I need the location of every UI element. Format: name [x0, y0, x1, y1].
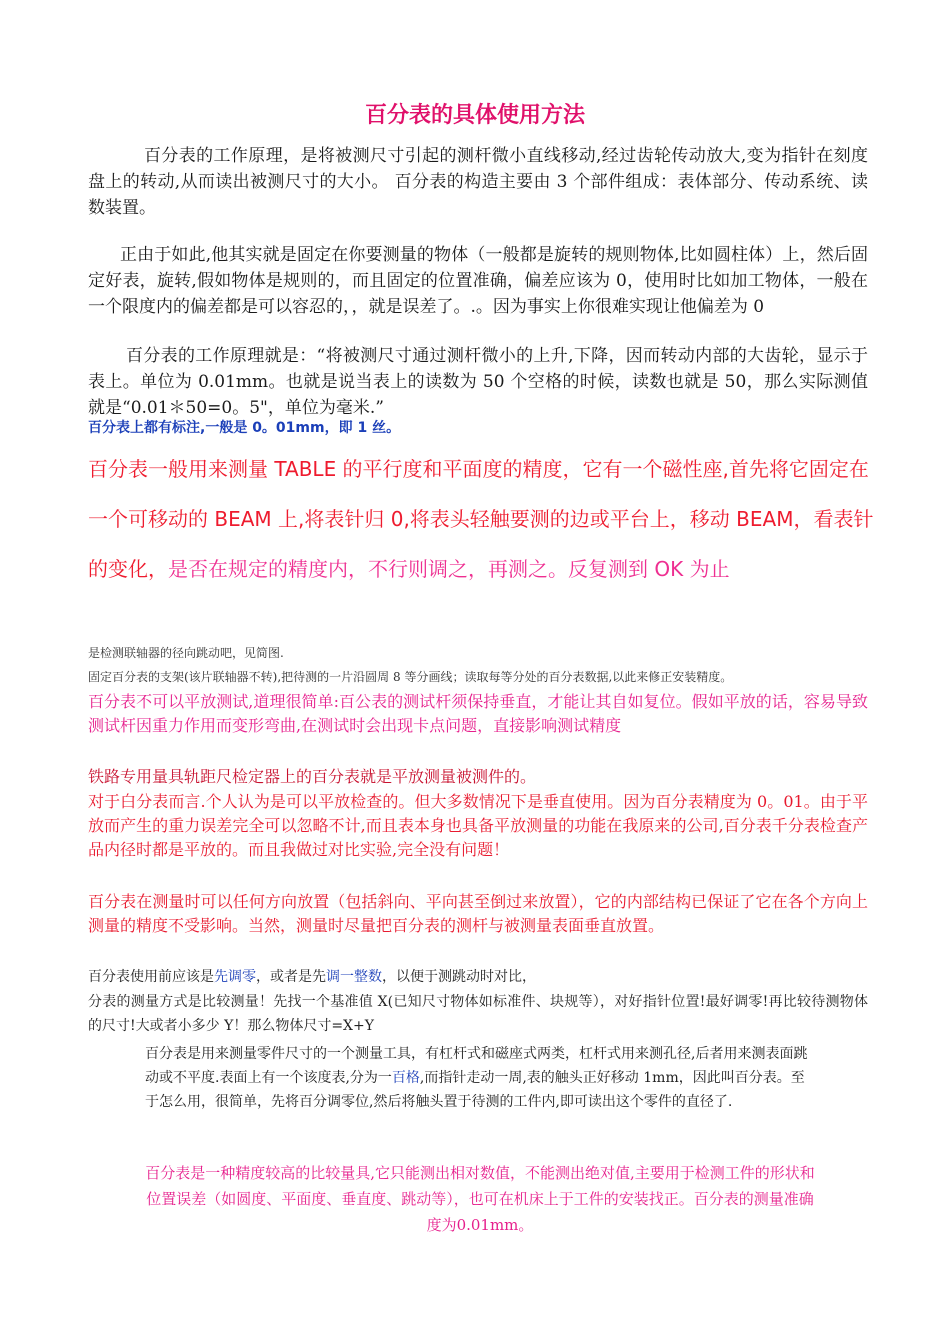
text-zeroing-link-1: 先调零 [214, 969, 256, 985]
paragraph-zeroing [88, 965, 868, 989]
text-zeroing-link-2: 调一整数 [326, 969, 382, 985]
paragraph-flat-ok: 对于白分表而言.个人认为是可以平放检查的。但大多数情况下是垂直使用。因为百分表精度为 0。01。由于平放而产生的重力误差完全可以忽略不计,而且表本身也具备平放测量的功能在我原来的公司,百分表千分表检查产品内径时都是平放的。而且我做过对比实验,完全没有问题！ [88, 792, 868, 859]
page-title: 百分表的具体使用方法 [364, 103, 585, 128]
paragraph-comparison: 分表的测量方式是比较测量！先找一个基准值 X(已知尺寸物体如标准件、块规等），对好指针位置!最好调零!再比较待测物体的尺寸!大或者小多少 Y！那么物体尺寸=X+Y [88, 994, 868, 1034]
paragraph-railway: 铁路专用量具轨距尺检定器上的百分表就是平放测量被测件的。 [88, 767, 537, 786]
text-tool-c: ,而指针走动一周,表的触头正好移动 1mm，因此叫百分表。至于怎么用，很简单，先将百分调零位,然后将触头置于待测的工件内,即可读出这个零件的直径了. [145, 1070, 805, 1110]
paragraph-summary: 百分表是一种精度较高的比较量具,它只能测出相对数值，不能测出绝对值,主要用于检测工件的形状和位置误差（如圆度、平面度、垂直度、跳动等），也可在机床上于工件的安装找正。百分表的测量准确度为0.01mm。 [145, 1164, 815, 1234]
text-zeroing-e: ，以便于测跳动时对比， [382, 969, 536, 985]
text-zeroing-c: ，或者是先 [256, 969, 326, 985]
paragraph-tool-types [145, 1042, 815, 1114]
paragraph-no-flat: 百分表不可以平放测试,道理很简单:百公表的测试杆须保持垂直，才能让其自如复位。假如平放的话，容易导致测试杆因重力作用而变形弯曲,在测试时会出现卡点问题，直接影响测试精度 [88, 692, 868, 735]
note-coupling: 是检测联轴器的径向跳动吧，见简图. [88, 646, 284, 660]
paragraph-fixing: 正由于如此,他其实就是固定在你要测量的物体（一般都是旋转的规则物体,比如圆柱体）上，然后固定好表，旋转,假如物体是规则的，而且固定的位置准确，偏差应该为 0，使用时比如加工物体，一般在一个限度内的偏差都是可以容忍的，，就是误差了。.。因为事实上你很难实现让他偏差为 0 [88, 245, 868, 317]
text-table-flatness-a: 百分表一般用来测量 TABLE 的平行度和平面度的精度，它有一个磁性座,首先将它固定在一个可移动的 BEAM 上,将表针归 0,将表头轻触要测的边或平台上，移动 BEAM，看表针的变化， [88, 457, 874, 581]
text-table-flatness-b: 是否在规定的精度内，不行则调之，再测之。反复测到 OK 为止 [168, 557, 730, 581]
note-precision: 百分表上都有标注,一般是 0。01mm，即 1 丝。 [88, 420, 401, 436]
text-tool-link: 百格 [391, 1070, 420, 1086]
text-zeroing-a: 百分表使用前应该是 [88, 969, 214, 985]
paragraph-table-flatness [88, 444, 878, 594]
paragraph-reading: 百分表的工作原理就是：“将被测尺寸通过测杆微小的上升,下降，因而转动内部的大齿轮，显示于表上。单位为 0.01mm。也就是说当表上的读数为 50 个空格的时候，读数也就是 50，那么实际测值就是“0.01＊50=0。5"，单位为毫米.” [88, 346, 868, 418]
text-tool-a: 百分表是用来测量零件尺寸的一个测量工具，有杠杆式和磁座式两类，杠杆式用来测孔径,后者用来测表面跳动或不平度.表面上有一个该度表,分为一 [145, 1046, 808, 1086]
paragraph-working-principle: 百分表的工作原理，是将被测尺寸引起的测杆微小直线移动,经过齿轮传动放大,变为指针在刻度盘上的转动,从而读出被测尺寸的大小。 百分表的构造主要由 3 个部件组成：表体部分、传动系统、读数装置。 [88, 146, 868, 218]
paragraph-any-direction: 百分表在测量时可以任何方向放置（包括斜向、平向甚至倒过来放置），它的内部结构已保证了它在各个方向上测量的精度不受影响。当然，测量时尽量把百分表的测杆与被测量表面垂直放置。 [88, 892, 868, 935]
note-bracket: 固定百分表的支架(该片联轴器不转),把待测的一片沿圆周 8 等分画线；读取每等分处的百分表数据,以此来修正安装精度。 [88, 670, 733, 684]
